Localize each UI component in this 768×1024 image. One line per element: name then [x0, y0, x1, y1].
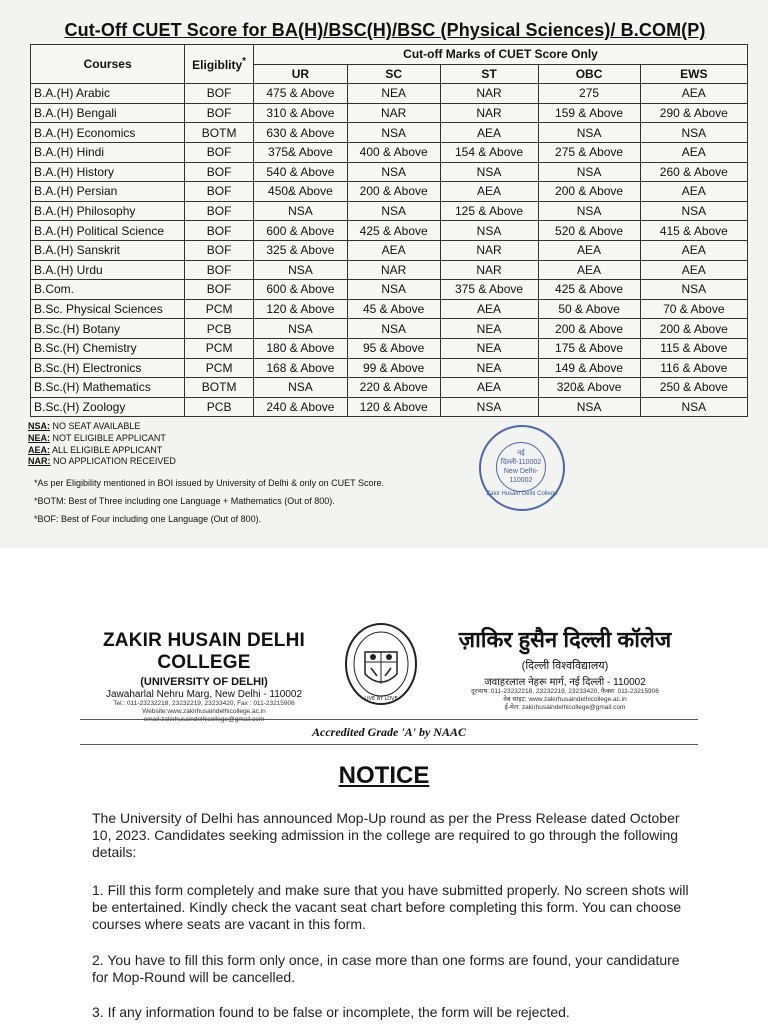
letterhead-english [78, 630, 330, 724]
cell-sc: NEA [347, 84, 440, 104]
cell-elig: BOF [185, 84, 254, 104]
website-hi: वेब साइट: www.zakirhusaindelhicollege.ac.in [503, 696, 627, 703]
notice-item-1: 1. Fill this form completely and make sure that you have submitted properly. No screen shots will be entertained. Kindly check the vacant seat chart before completing this form. You can choose courses where seats are vacant in this form. [92, 882, 689, 932]
cell-st: NAR [440, 84, 538, 104]
cell-course: B.A.(H) Philosophy [31, 201, 185, 221]
cell-sc: NSA [347, 280, 440, 300]
cell-ews: AEA [640, 260, 747, 280]
cell-obc: 520 & Above [538, 221, 640, 241]
cell-obc: 275 & Above [538, 142, 640, 162]
table-row [31, 221, 748, 241]
cell-course: B.Sc.(H) Botany [31, 319, 185, 339]
notice-item-3: 3. If any information found to be false or incomplete, the form will be rejected. [92, 1004, 570, 1020]
college-stamp [479, 425, 565, 511]
cell-ur: 600 & Above [254, 280, 348, 300]
legend-item: NSA: NO SEAT AVAILABLE [28, 421, 141, 431]
cell-course: B.Com. [31, 280, 185, 300]
cell-course: B.A.(H) Economics [31, 123, 185, 143]
table-row [31, 142, 748, 162]
cell-ews: NSA [640, 280, 747, 300]
table-row [31, 299, 748, 319]
cell-st: NAR [440, 260, 538, 280]
table-row [31, 103, 748, 123]
header-eligibility: Eligiblity* [185, 45, 254, 84]
cell-obc: 159 & Above [538, 103, 640, 123]
cell-course: B.Sc.(H) Electronics [31, 358, 185, 378]
cell-ews: AEA [640, 182, 747, 202]
cell-sc: 95 & Above [347, 338, 440, 358]
table-row [31, 319, 748, 339]
table-row [31, 201, 748, 221]
cell-elig: PCM [185, 358, 254, 378]
cell-ur: 180 & Above [254, 338, 348, 358]
cell-elig: BOF [185, 201, 254, 221]
address-hi: जवाहरलाल नेहरू मार्ग, नई दिल्ली - 110002 [484, 677, 646, 688]
cell-ews: NSA [640, 201, 747, 221]
cell-elig: BOF [185, 280, 254, 300]
cell-st: AEA [440, 299, 538, 319]
cell-ews: AEA [640, 142, 747, 162]
note-item: *As per Eligibility mentioned in BOI issued by University of Delhi & only on CUET Score. [34, 478, 384, 488]
cell-ews: 116 & Above [640, 358, 747, 378]
college-logo [343, 622, 419, 710]
stamp-ring-text: Zakir Husain Delhi College [486, 491, 558, 497]
cell-sc: 99 & Above [347, 358, 440, 378]
cell-ur: 168 & Above [254, 358, 348, 378]
cell-ews: 415 & Above [640, 221, 747, 241]
cell-ur: 630 & Above [254, 123, 348, 143]
legend-item: AEA: ALL ELIGIBLE APPLICANT [28, 444, 163, 455]
table-row [31, 240, 748, 260]
header-courses: Courses [31, 45, 185, 84]
eligibility-notes [34, 474, 384, 528]
cell-obc: 275 [538, 84, 640, 104]
stamp-center: नई दिल्ली-110002 New Delhi-110002 [496, 442, 546, 492]
telephone-en: Tel.: 011-23232218, 23232219, 23233420, Fax : 011-23215906 [113, 700, 295, 707]
cell-sc: 425 & Above [347, 221, 440, 241]
letterhead-hindi [430, 624, 700, 712]
cutoff-table-body [31, 84, 748, 417]
note-item: *BOTM: Best of Three including one Language + Mathematics (Out of 800). [34, 496, 335, 506]
cell-ur: 540 & Above [254, 162, 348, 182]
university-hi: (दिल्ली विश्वविद्यालय) [521, 660, 609, 672]
cell-ews: 260 & Above [640, 162, 747, 182]
cell-ur: 475 & Above [254, 84, 348, 104]
cell-ur: 450& Above [254, 182, 348, 202]
cell-ur: 310 & Above [254, 103, 348, 123]
cell-st: 375 & Above [440, 280, 538, 300]
cutoff-table [30, 44, 748, 417]
cell-elig: BOF [185, 103, 254, 123]
cell-ews: 115 & Above [640, 338, 747, 358]
cell-ur: 600 & Above [254, 221, 348, 241]
cell-ur: NSA [254, 378, 348, 398]
cell-obc: AEA [538, 260, 640, 280]
cell-sc: NSA [347, 123, 440, 143]
cell-ews: 250 & Above [640, 378, 747, 398]
cell-ur: 325 & Above [254, 240, 348, 260]
cell-course: B.A.(H) Hindi [31, 142, 185, 162]
cell-elig: BOTM [185, 123, 254, 143]
cell-elig: BOF [185, 182, 254, 202]
table-row [31, 182, 748, 202]
header-st: ST [440, 64, 538, 84]
cell-ews: 70 & Above [640, 299, 747, 319]
cell-elig: BOF [185, 260, 254, 280]
cell-sc: NSA [347, 162, 440, 182]
cell-obc: NSA [538, 201, 640, 221]
cell-elig: PCM [185, 338, 254, 358]
naac-accreditation: Accredited Grade 'A' by NAAC [312, 725, 466, 739]
college-name-en: ZAKIR HUSAIN DELHI COLLEGE [102, 630, 306, 673]
cell-course: B.A.(H) Urdu [31, 260, 185, 280]
cell-st: NSA [440, 162, 538, 182]
cell-course: B.A.(H) Persian [31, 182, 185, 202]
cell-obc: 50 & Above [538, 299, 640, 319]
cell-course: B.A.(H) Bengali [31, 103, 185, 123]
divider-bottom [80, 744, 698, 745]
cell-elig: BOTM [185, 378, 254, 398]
legend-item: NEA: NOT ELIGIBLE APPLICANT [28, 432, 166, 443]
cell-course: B.Sc.(H) Chemistry [31, 338, 185, 358]
cell-ur: NSA [254, 319, 348, 339]
cell-st: AEA [440, 182, 538, 202]
legend-item: NAR: NO APPLICATION RECEIVED [28, 456, 176, 467]
cell-st: NAR [440, 103, 538, 123]
cell-st: NAR [440, 240, 538, 260]
header-cutoff-group: Cut-off Marks of CUET Score Only [254, 45, 748, 65]
cell-sc: 220 & Above [347, 378, 440, 398]
cell-ews: AEA [640, 84, 747, 104]
cell-obc: 200 & Above [538, 319, 640, 339]
cell-ews: 290 & Above [640, 103, 747, 123]
cell-elig: PCB [185, 397, 254, 417]
cell-ur: NSA [254, 260, 348, 280]
cell-sc: NSA [347, 201, 440, 221]
cell-elig: PCM [185, 299, 254, 319]
cell-elig: PCB [185, 319, 254, 339]
cell-obc: NSA [538, 123, 640, 143]
abbreviation-legend [28, 421, 176, 468]
cell-obc: AEA [538, 240, 640, 260]
cell-elig: BOF [185, 240, 254, 260]
cell-obc: NSA [538, 397, 640, 417]
table-row [31, 123, 748, 143]
cell-obc: 200 & Above [538, 182, 640, 202]
cell-sc: AEA [347, 240, 440, 260]
cell-st: NSA [440, 221, 538, 241]
cell-st: 154 & Above [440, 142, 538, 162]
notice-title: NOTICE [338, 762, 430, 789]
cell-st: AEA [440, 378, 538, 398]
website-en: Website:www.zakirhusaindelhicollege.ac.in [142, 708, 266, 715]
cell-sc: NSA [347, 319, 440, 339]
cell-obc: 320& Above [538, 378, 640, 398]
cell-sc: 120 & Above [347, 397, 440, 417]
cell-st: NSA [440, 397, 538, 417]
table-row [31, 260, 748, 280]
cell-sc: 45 & Above [347, 299, 440, 319]
cell-st: NEA [440, 319, 538, 339]
cell-sc: 200 & Above [347, 182, 440, 202]
cell-course: B.Sc.(H) Zoology [31, 397, 185, 417]
cell-course: B.A.(H) Arabic [31, 84, 185, 104]
cell-elig: BOF [185, 142, 254, 162]
table-row [31, 358, 748, 378]
cell-course: B.A.(H) History [31, 162, 185, 182]
table-row [31, 338, 748, 358]
cell-course: B.A.(H) Political Science [31, 221, 185, 241]
table-row [31, 378, 748, 398]
email-en: email:zakirhusaindelhicollege@gmail.com [143, 716, 265, 723]
cell-obc: NSA [538, 162, 640, 182]
divider-top [80, 719, 698, 720]
notice-paragraph-intro: The University of Delhi has announced Mop-Up round as per the Press Release dated October 10, 2023. Candidates seeking admission in the college are required to go through the following details: [92, 810, 680, 860]
cell-sc: 400 & Above [347, 142, 440, 162]
cell-ur: 240 & Above [254, 397, 348, 417]
university-en: (UNIVERSITY OF DELHI) [140, 676, 268, 688]
header-sc: SC [347, 64, 440, 84]
cell-sc: NAR [347, 103, 440, 123]
cell-st: NEA [440, 358, 538, 378]
header-ur: UR [254, 64, 348, 84]
table-row [31, 397, 748, 417]
cell-ur: 120 & Above [254, 299, 348, 319]
page-gap [0, 548, 768, 560]
table-row [31, 162, 748, 182]
email-hi: ई-मेल: zakirhusaindelhicollege@gmail.com [504, 704, 626, 711]
cell-elig: BOF [185, 162, 254, 182]
logo-motto: LIVE BY LOVE [364, 696, 398, 702]
cell-st: AEA [440, 123, 538, 143]
cell-ews: 200 & Above [640, 319, 747, 339]
table-row [31, 280, 748, 300]
cell-obc: 425 & Above [538, 280, 640, 300]
college-name-hi: ज़ाकिर हुसैन दिल्ली कॉलेज [458, 627, 672, 652]
cell-ur: NSA [254, 201, 348, 221]
header-obc: OBC [538, 64, 640, 84]
cell-course: B.Sc. Physical Sciences [31, 299, 185, 319]
cell-course: B.A.(H) Sanskrit [31, 240, 185, 260]
cell-elig: BOF [185, 221, 254, 241]
cell-ews: NSA [640, 123, 747, 143]
cell-sc: NAR [347, 260, 440, 280]
cell-obc: 175 & Above [538, 338, 640, 358]
address-en: Jawaharlal Nehru Marg, New Delhi - 110002 [105, 689, 303, 700]
cell-course: B.Sc.(H) Mathematics [31, 378, 185, 398]
cutoff-title: Cut-Off CUET Score for BA(H)/BSC(H)/BSC (Physical Sciences)/ B.COM(P) [64, 20, 706, 40]
cell-ur: 375& Above [254, 142, 348, 162]
telephone-hi: दूरभाष: 011-23232218, 23232219, 23233420, फैक्स: 011-23215906 [471, 688, 659, 695]
header-ews: EWS [640, 64, 747, 84]
cell-ews: NSA [640, 397, 747, 417]
cell-ews: AEA [640, 240, 747, 260]
cell-st: NEA [440, 338, 538, 358]
table-row [31, 84, 748, 104]
cell-st: 125 & Above [440, 201, 538, 221]
cell-obc: 149 & Above [538, 358, 640, 378]
notice-item-2: 2. You have to fill this form only once, in case more than one forms are found, your candidature for Mop-Round will be cancelled. [92, 952, 680, 985]
note-item: *BOF: Best of Four including one Language (Out of 800). [34, 514, 262, 524]
